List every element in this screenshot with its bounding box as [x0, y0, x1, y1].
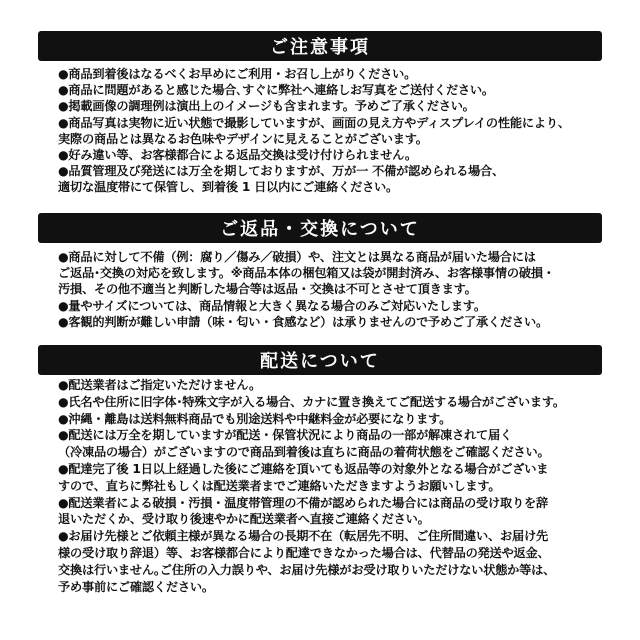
notice-line: ●商品到着後はなるべくお早めにご利用・お召し上がりください。 [58, 67, 417, 81]
notice-line: （冷凍品の場合）がございますので商品到着後は直ちに商品の着荷状態をご確認ください。 [58, 445, 550, 460]
notice-line: 予め事前にご確認ください。 [58, 579, 214, 594]
notice-line: 適切な温度帯にて保管し、到着後 1 日以内にご連絡ください。 [58, 180, 399, 195]
notice-line: 実際の商品とは異なるお色味やデザインに見えることがございます。 [58, 131, 428, 146]
notice-line: ●沖縄・離島は送料無料商品でも別途送料や中継料金が必要になります。 [58, 411, 452, 426]
notice-line: ●配達完了後 1日以上経過した後にご連絡を頂いても返品等の対象外となる場合がございま [58, 461, 549, 476]
notice-line: 交換は行いません｡ご住所の入力誤りや、お届け先様がお受け取りいただけない状態か等は、 [58, 562, 556, 577]
section-body-returns [58, 249, 618, 330]
section-header-shipping [38, 345, 602, 375]
notice-line: ●商品に問題があると感じた場合､すぐに弊社へ連絡しお写真をご送付ください。 [58, 83, 494, 98]
notice-line: ご返品･交換の対応を致します。※商品本体の梱包箱又は袋が開封済み、お客様事情の破損・ [58, 266, 555, 281]
section-body-notes [58, 66, 618, 196]
notice-line: ●品質管理及び発送には万全を期しておりますが、万が一 不備が認められる場合、 [58, 164, 505, 179]
notice-line: 汚損、その他不適当と判断した場合等は返品・交換は不可とさせて頂きます。 [58, 282, 477, 297]
notice-line: ●客観的判断が難しい申請（味・匂い・食感など）は承りませんので予めご了承ください。 [58, 314, 548, 329]
notice-line: ●配送には万全を期していますが配送・保管状況により商品の一部が解凍されて届く [58, 428, 512, 443]
section-title: ご注意事項 [270, 37, 370, 58]
notice-line: ●商品写真は実物に近い状態で撮影していますが、画面の見え方やディスプレイの性能により、 [58, 115, 570, 130]
notice-line: ●お届け先様とご依頼主様が異なる場合の長期不在（転居先不明、ご住所間違い、お届け先 [58, 529, 548, 544]
section-header-returns [38, 213, 602, 243]
notice-line: すので、直ちに弊社もしくは配送業者までご連絡いただきますようお願いします。 [58, 478, 501, 493]
notice-line: ●好み違い等、お客様都合による返品交換は受け付けられません。 [58, 148, 417, 163]
section-title: ご返品・交換について [220, 219, 420, 240]
section-header-notes [38, 31, 602, 61]
notice-line: ●配送業者はご指定いただけません。 [58, 378, 261, 392]
notice-line: ●量やサイズについては、商品情報と大きく異なる場合のみご対応いたします。 [58, 298, 486, 313]
notice-line: ●氏名や住所に旧字体･特殊文字が入る場合、カナに置き換えてご配送する場合がございます。 [58, 394, 565, 409]
notice-line: 様の受け取り辞退）等、お客様都合により配達できなかった場合は、代替品の発送や返金、 [58, 545, 550, 560]
section-title: 配送について [260, 351, 380, 372]
notice-line: 退いただくか、受け取り後速やかに配送業者へ直接ご連絡ください。 [58, 512, 430, 527]
section-body-shipping [58, 377, 618, 595]
notice-line: ●配送業者による破損・汚損・温度帯管理の不備が認められた場合には商品の受け取りを辞 [58, 495, 548, 510]
notice-line: ●商品に対して不備（例：腐り／傷み／破損）や、注文とは異なる商品が届いた場合には [58, 250, 536, 264]
notice-line: ●掲載画像の調理例は演出上のイメージも含まれます。予めご了承ください。 [58, 99, 475, 114]
